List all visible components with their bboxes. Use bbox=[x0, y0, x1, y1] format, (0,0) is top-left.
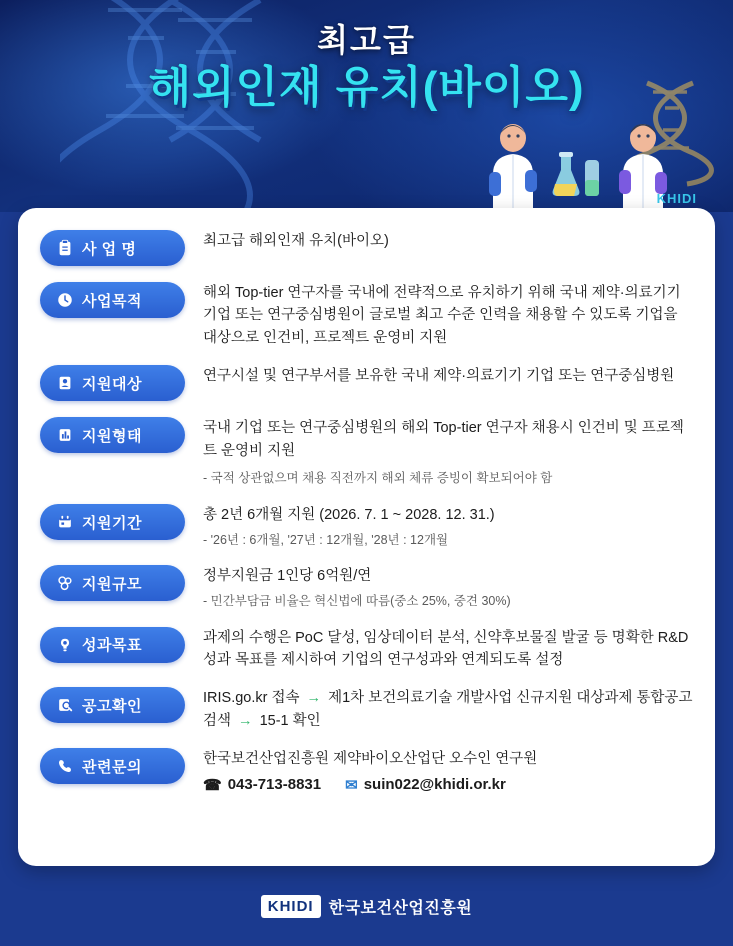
khidi-logo: KHIDI bbox=[261, 895, 321, 918]
row-main-text: 총 2년 6개월 지원 (2026. 7. 1 ~ 2028. 12. 31.) bbox=[203, 507, 495, 524]
arrow-right-icon: → bbox=[238, 712, 253, 729]
coins-icon bbox=[55, 573, 75, 593]
row-main-text: 해외 Top-tier 연구자를 국내에 전략적으로 유치하기 위해 국내 제약·의료기기 기업 또는 연구중심병원이 글로벌 최고 수준 인력을 채용할 수 있도록 기업을 대상으로 인건비, 프로젝트 운영비 지원 bbox=[203, 285, 681, 346]
envelope-icon: ✉ bbox=[345, 776, 358, 794]
clock-icon bbox=[55, 290, 75, 310]
clipboard-icon bbox=[55, 238, 75, 258]
row-main-text: 과제의 수행은 PoC 달성, 임상데이터 분석, 신약후보물질 발굴 등 명확한 R&D 성과 목표를 제시하여 기업의 연구성과와 연계되도록 설정 bbox=[203, 629, 689, 668]
contact-phone: 043-713-8831 bbox=[227, 776, 322, 794]
arrow-right-icon: → bbox=[306, 690, 322, 707]
row-main-text: 최고급 해외인재 유치(바이오) bbox=[203, 233, 389, 249]
hero-title bbox=[0, 22, 733, 113]
contact-person: 한국보건산업진흥원 제약바이오산업단 오수인 연구원 bbox=[203, 751, 538, 768]
info-row-notice bbox=[18, 685, 715, 732]
row-main-text: 정부지원금 1인당 6억원/연 bbox=[203, 568, 372, 585]
row-label-support-type bbox=[40, 417, 185, 453]
row-label-text: 공고확인 bbox=[82, 697, 142, 715]
hero-banner bbox=[0, 0, 733, 212]
hero-khidi-badge: KHIDI bbox=[656, 191, 697, 206]
row-sub-text: - '26년 : 6개월, '27년 : 12개월, '28년 : 12개월 bbox=[203, 532, 449, 547]
row-sub-text: - 국적 상관없으며 채용 직전까지 해외 체류 증빙이 확보되어야 함 bbox=[203, 471, 553, 486]
contact-details bbox=[203, 776, 693, 794]
row-label-text: 사업목적 bbox=[82, 292, 142, 310]
row-body bbox=[185, 563, 693, 610]
row-main-text: 국내 기업 또는 연구중심병원의 해외 Top-tier 연구자 채용시 인건비 및 프로젝트 운영비 지원 bbox=[203, 420, 684, 459]
row-label-text: 지원대상 bbox=[82, 375, 142, 393]
row-label-text: 관련문의 bbox=[82, 758, 142, 776]
row-body bbox=[185, 502, 693, 549]
info-row-scale bbox=[18, 563, 715, 610]
row-body bbox=[185, 415, 693, 488]
row-label-purpose bbox=[40, 282, 185, 318]
phone-icon bbox=[55, 756, 75, 776]
info-row-support-type bbox=[18, 415, 715, 488]
info-row-project-name bbox=[18, 228, 715, 266]
row-label-text: 사 업 명 bbox=[82, 240, 137, 258]
row-label-project-name bbox=[40, 230, 185, 266]
search-doc-icon bbox=[55, 695, 75, 715]
info-row-goal bbox=[18, 625, 715, 672]
info-row-purpose bbox=[18, 280, 715, 349]
row-body bbox=[185, 625, 693, 672]
row-label-period bbox=[40, 504, 185, 540]
info-row-period bbox=[18, 502, 715, 549]
bar-chart-icon bbox=[55, 425, 75, 445]
footer-bar bbox=[0, 866, 733, 946]
hero-title-line1: 최고급 bbox=[317, 22, 416, 58]
row-body bbox=[185, 363, 693, 387]
row-label-target bbox=[40, 365, 185, 401]
row-main-text: IRIS.go.kr 접속 → 제1차 보건의료기술 개발사업 신규지원 대상과제 통합공고 검색 → 15-1 확인 bbox=[203, 690, 693, 729]
row-body bbox=[185, 280, 693, 349]
row-body bbox=[185, 228, 693, 252]
row-body bbox=[185, 746, 693, 793]
row-label-text: 지원형태 bbox=[82, 427, 142, 445]
info-row-target bbox=[18, 363, 715, 401]
info-card bbox=[18, 208, 715, 866]
row-label-text: 성과목표 bbox=[82, 637, 142, 655]
contact-email[interactable]: suin022@khidi.or.kr bbox=[363, 776, 506, 794]
user-card-icon bbox=[55, 373, 75, 393]
row-main-text: 연구시설 및 연구부서를 보유한 국내 제약·의료기기 기업 또는 연구중심병원 bbox=[203, 368, 675, 385]
info-row-contact bbox=[18, 746, 715, 793]
target-bulb-icon bbox=[55, 635, 75, 655]
calendar-icon bbox=[55, 512, 75, 532]
row-label-goal bbox=[40, 627, 185, 663]
row-sub-text: - 민간부담금 비율은 혁신법에 따름(중소 25%, 중견 30%) bbox=[203, 593, 511, 608]
telephone-icon: ☎ bbox=[203, 776, 222, 794]
row-label-notice bbox=[40, 687, 185, 723]
row-body bbox=[185, 685, 693, 732]
row-label-scale bbox=[40, 565, 185, 601]
footer-organization-name: 한국보건산업진흥원 bbox=[328, 899, 473, 917]
row-label-text: 지원기간 bbox=[82, 514, 142, 532]
row-label-text: 지원규모 bbox=[82, 575, 142, 593]
row-label-contact bbox=[40, 748, 185, 784]
hero-title-line2: 해외인재 유치(바이오) bbox=[148, 62, 585, 112]
